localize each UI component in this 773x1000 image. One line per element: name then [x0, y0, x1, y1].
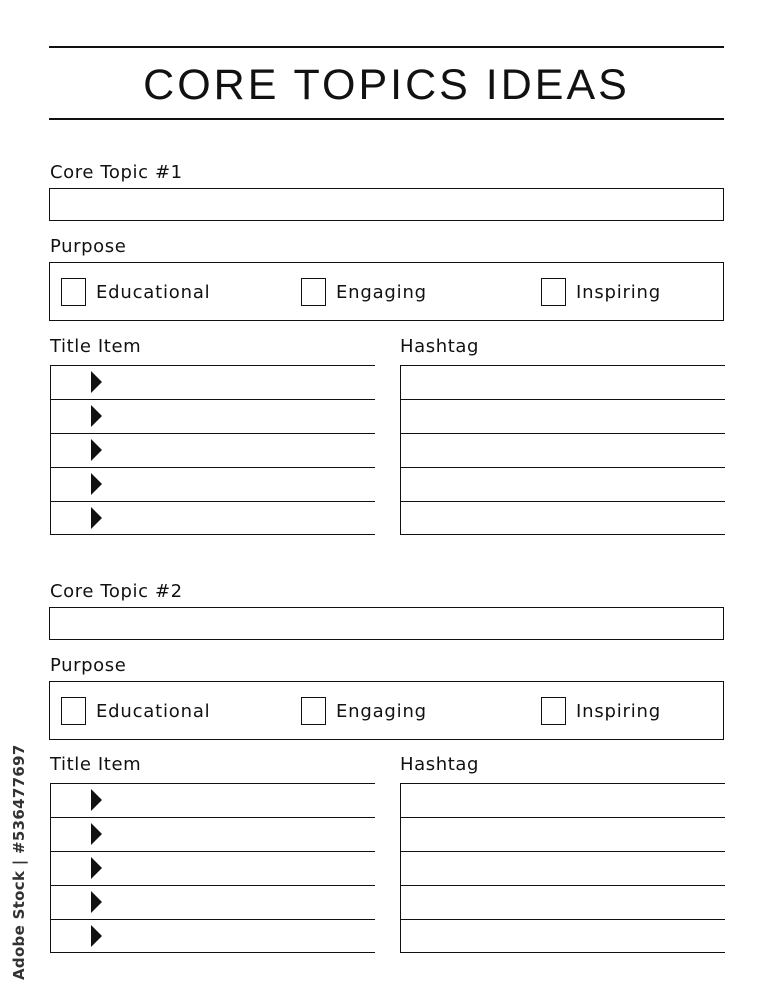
- inspiring-label: Inspiring: [576, 700, 661, 722]
- educational-label: Educational: [96, 281, 211, 303]
- title-item-row[interactable]: [51, 783, 375, 817]
- educational-checkbox[interactable]: [61, 697, 86, 725]
- core-topic-1-label: Core Topic #1: [50, 162, 183, 183]
- purpose-option-inspiring[interactable]: [541, 697, 661, 725]
- purpose-option-engaging[interactable]: [301, 278, 427, 306]
- triangle-bullet-icon: [91, 925, 102, 947]
- triangle-bullet-icon: [91, 823, 102, 845]
- page-title: CORE TOPICS IDEAS: [143, 61, 630, 109]
- engaging-label: Engaging: [336, 700, 427, 722]
- hashtag-row[interactable]: [401, 433, 725, 467]
- core-topic-1-field[interactable]: [49, 188, 724, 221]
- title-item-list-1: [50, 365, 375, 535]
- hashtag-list-2: [400, 783, 725, 953]
- hashtag-row[interactable]: [401, 365, 725, 399]
- triangle-bullet-icon: [91, 439, 102, 461]
- educational-label: Educational: [96, 700, 211, 722]
- title-item-label-1: Title Item: [50, 336, 142, 357]
- hashtag-row[interactable]: [401, 467, 725, 501]
- triangle-bullet-icon: [91, 405, 102, 427]
- purpose-option-educational[interactable]: [61, 278, 210, 306]
- hashtag-row[interactable]: [401, 399, 725, 433]
- triangle-bullet-icon: [91, 371, 102, 393]
- title-item-row[interactable]: [51, 919, 375, 953]
- hashtag-row[interactable]: [401, 851, 725, 885]
- inspiring-checkbox[interactable]: [541, 697, 566, 725]
- core-topic-2-field[interactable]: [49, 607, 724, 640]
- hashtag-list-1: [400, 365, 725, 535]
- title-item-row[interactable]: [51, 501, 375, 535]
- top-rule: [49, 46, 724, 48]
- hashtag-row[interactable]: [401, 783, 725, 817]
- triangle-bullet-icon: [91, 857, 102, 879]
- hashtag-row[interactable]: [401, 885, 725, 919]
- purpose-label-2: Purpose: [50, 655, 127, 676]
- purpose-label-1: Purpose: [50, 236, 127, 257]
- purpose-box-1: [49, 262, 724, 321]
- purpose-box-2: [49, 681, 724, 740]
- hashtag-row[interactable]: [401, 817, 725, 851]
- purpose-option-inspiring[interactable]: [541, 278, 661, 306]
- triangle-bullet-icon: [91, 891, 102, 913]
- engaging-checkbox[interactable]: [301, 278, 326, 306]
- title-item-row[interactable]: [51, 817, 375, 851]
- triangle-bullet-icon: [91, 507, 102, 529]
- educational-checkbox[interactable]: [61, 278, 86, 306]
- title-item-row[interactable]: [51, 885, 375, 919]
- engaging-checkbox[interactable]: [301, 697, 326, 725]
- title-item-row[interactable]: [51, 399, 375, 433]
- hashtag-row[interactable]: [401, 919, 725, 953]
- triangle-bullet-icon: [91, 789, 102, 811]
- purpose-option-engaging[interactable]: [301, 697, 427, 725]
- title-item-row[interactable]: [51, 365, 375, 399]
- title-item-label-2: Title Item: [50, 754, 142, 775]
- purpose-option-educational[interactable]: [61, 697, 210, 725]
- engaging-label: Engaging: [336, 281, 427, 303]
- title-item-row[interactable]: [51, 467, 375, 501]
- inspiring-checkbox[interactable]: [541, 278, 566, 306]
- title-item-row[interactable]: [51, 851, 375, 885]
- hashtag-label-2: Hashtag: [400, 754, 480, 775]
- title-item-row[interactable]: [51, 433, 375, 467]
- hashtag-row[interactable]: [401, 501, 725, 535]
- triangle-bullet-icon: [91, 473, 102, 495]
- bottom-rule: [49, 118, 724, 120]
- inspiring-label: Inspiring: [576, 281, 661, 303]
- hashtag-label-1: Hashtag: [400, 336, 480, 357]
- title-item-list-2: [50, 783, 375, 953]
- stock-watermark: Adobe Stock | #536477697: [10, 744, 28, 980]
- core-topic-2-label: Core Topic #2: [50, 581, 183, 602]
